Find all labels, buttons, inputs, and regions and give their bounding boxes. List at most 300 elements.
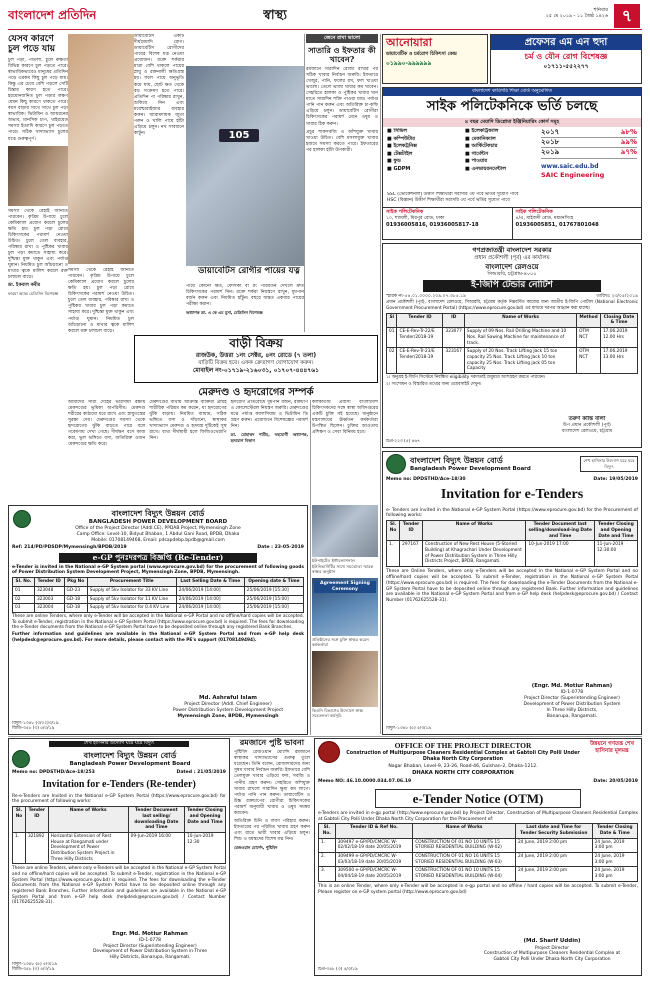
railway-note-2: ২। সংশোধন ও বিস্তারিত তথ্যের জন্য ওয়েবসাইট দেখুন।: [386, 381, 482, 387]
bpdb-rangamati-signature: [507, 683, 637, 720]
bpdb-intro: e-Tender is invited in the National e-GP System portal (www.eprocure.gov.bd) for the procurement of following goods of Power Distribution System Development Project, Mymensingh Zone, BPDB, Mymensingh.: [12, 564, 304, 576]
campus-2-name: সাইক পলিটেকনিক: [515, 209, 553, 215]
table-header-cell: Name of Works: [423, 521, 526, 541]
dncc-intro: e-Tenders are invited in e-gp portal (http://www.eprocure.gov.bd) by Project Director, Construction of Multipurpose Cleaners Residential Complex at Gabtoli City Polli Under Dhaka North City Corporation for the Procurement of:: [318, 810, 638, 822]
table-cell: Supply of 09 Nos. Rail Drilling Machine and 10 Nos. Rail Sawing Machine for maintenance of track.: [464, 328, 576, 348]
masthead: [8, 4, 642, 30]
table-row: [13, 595, 304, 604]
mou-caption-1: ইউনাইটেড ইন্টারন্যাশনাল ইউনিভার্সিটির সাথে সমঝোতা স্মারক স্বাক্ষর অনুষ্ঠান: [312, 558, 374, 575]
dncc-title: OFFICE OF THE PROJECT DIRECTOR: [394, 741, 532, 750]
table-row: [319, 838, 638, 852]
mou-photo-3: [312, 651, 378, 707]
bpdb-mymensingh-notice: [8, 505, 308, 735]
anowara-subtitle: ডায়াবেটিক ও চর্মরোগ চিকিৎসা কেন্দ্র: [386, 51, 457, 57]
mou-news-text: কলকাতায় প্রবাসী বাংলাদেশি চিকিৎসকদের সঙ্গে স্বাস্থ্য অধিদপ্তরের একটি চুক্তি সই হয়েছে। অনুষ্ঠানে মন্ত্রণালয়ের ঊর্ধ্বতন কর্মকর্তারা উপস্থিত ছিলেন। চুক্তির আওতায় প্রশিক্ষণ ও সেবা বিনিময় হবে।: [312, 400, 378, 436]
dncc-org: DHAKA NORTH CITY CORPORATION: [412, 769, 514, 776]
table-cell: 17.06.2019 13.00 Hrs: [600, 348, 637, 374]
table-cell: 321892: [25, 832, 48, 863]
bpdb2-intro: Re-e-Tenders are Invited in the National e-GP System Portal (https://www.eprocure.gov.bd) for the procurement of following works:: [12, 793, 226, 805]
spine-heart-body: [68, 400, 308, 502]
bpdb-office: Office of the Project Director (Addl.CE), PPDAB Project, Mymensingh Zone: [75, 525, 241, 531]
day-label: শনিবার: [593, 7, 608, 13]
railway-note-1: ১। অনুগ্রহ ই-জিপি সিস্টেমে নিবন্ধিত eligibility দরদাতাই শুধুমাত্র অংশগ্রহণ করতে পারবেন।: [386, 374, 546, 380]
table-cell: 309497 e-GP/PD/CMCRC W-02/02/18-19 date 20/05/2019: [335, 838, 413, 852]
dncc-signature: [467, 938, 637, 963]
dncc-signer: (Md. Sharif Uddin): [523, 938, 581, 945]
table-row: [387, 328, 638, 348]
anowara-ad: [382, 34, 488, 84]
result-row: [541, 148, 637, 158]
hair-continuation: সমস্যা থেকে রেহাই জানতে পারবেন। কৃত্রিম উপায়ে চুলে কেমিক্যাল প্রয়োগ করলে চুলের ক্ষতি হয়। চুল পড়া রোধে চিকিৎসকের পরামর্শ নেওয়া উচিত। চুলে তেল ব্যবহার, পরিষ্কার রাখা ও পুষ্টিকর খাবার চুল পড়া কমাতে সাহায্য করে। দুশ্চিন্তা মুক্ত থাকুন এবং পর্যাপ্ত ঘুমান। নিয়মিত চুল আঁচড়ানো ও মাথার ত্বকে মালিশ করলে রক্ত চলাচল বাড়ে।: [68, 268, 134, 334]
table-header-cell: Method: [577, 313, 601, 327]
table-header-cell: Tender ID: [34, 578, 64, 587]
result-row: [541, 128, 637, 138]
course-item: ■ আর্কিটেকচার: [465, 143, 498, 150]
bpdb-rangamati-title: Invitation for e-Tenders: [440, 487, 584, 503]
mou-photo-2: [312, 578, 378, 636]
bpdb-org-bn: বাংলাদেশ বিদ্যুৎ উন্নয়ন বোর্ড: [111, 508, 205, 518]
diabetes-body-2: পায়ে কোনো ক্ষত, ফোসকা বা রং পরিবর্তন দেখলে দ্রুত চিকিৎসকের পরামর্শ নিন। রক্তে শর্করা নিয়ন্ত্রণে রাখুন, ধূমপান বর্জন করুন এবং নিয়মিত হাঁটুন। বছরে অন্তত একবার পায়ের পরীক্ষা করান।: [186, 284, 304, 308]
dncc-memo-date: Date: 20/05/2019: [593, 779, 638, 785]
dncc-sub: Construction of Multipurpose Cleaners Residential Complex at Gabtoli City Polli Under Dhaka North City Corporation: [346, 750, 580, 763]
table-cell: 11-Jun-2019 12:30:00: [594, 541, 637, 567]
table-cell: 323167: [443, 348, 464, 374]
course-item: ■ GDPM: [387, 165, 411, 172]
table-header-cell: Pkg No: [64, 578, 87, 587]
bpdb-rangamati-slogan: শেখ হাসিনার উদ্যোগ ঘরে ঘরে বিদ্যুৎ: [580, 456, 638, 471]
table-cell: CONSTRUCTION OF 01 NO 10 UNITS 15 STORIED RESIDENTIAL BUILDING (W-02): [413, 838, 516, 852]
campus-2-phone: 01936005851, 01767801048: [515, 221, 599, 228]
bpdb-rangamati-signer: (Engr. Md. Motiur Rahman): [531, 683, 613, 690]
railway-signer-title: উপ প্রধান প্রকৌশলী (পূর্ব): [563, 422, 611, 428]
table-cell: CONSTRUCTION OF 01 NO 10 UNITS 15 STORIED RESIDENTIAL BUILDING (W-04): [413, 867, 516, 881]
bpdb2-org-en: Bangladesh Power Development Board: [69, 760, 191, 767]
table-row: [13, 832, 226, 863]
bpdb2-body: These are online Tenders, where only e-Tenders will be accepted in the National e-GP System Portal and no offline/hard copies will be accepted. To submit e-Tender, registration in the National e-GP System Portal (https://www.eprocure.gov.bd) is required. The fees for downloading the e-Tender Documents from the National e-GP System Portal have to be deposited online through any registered Bank Branches. Further information and guidelines are available in the National e-GP System Portal and from e-GP help desk (helpdesk@eprocure.gov.bd) / Contact Number (01762625528-31).: [12, 866, 226, 906]
bpdb-rangamati-signer-office: Development of Power Distribution System: [523, 702, 621, 708]
bpdb-rangamati-notice: [382, 451, 642, 735]
table-cell: CONSTRUCTION OF 01 NO 16 UNITS 15 STORIED RESIDENTIAL BUILDING (W-03): [413, 853, 516, 867]
hair-model-photo: [68, 34, 134, 264]
bpdb-ref-2: বিদ্যুৎ-১৩৪৮ (৩/০২)৩/১৯: [12, 720, 59, 726]
hair-article: [8, 34, 68, 448]
table-cell: 25/06/2019 [15:00]: [244, 604, 303, 613]
result-rate: ৯৭%: [620, 148, 637, 157]
table-header-cell: Name of Works: [413, 824, 516, 838]
course-item: ■ ইলেকট্রিক্যাল: [465, 128, 499, 134]
bpdb-signer-title: Project Director (Addl. Chief Engineer): [184, 701, 272, 707]
column-rule: [304, 34, 305, 332]
result-table: [541, 128, 637, 179]
bpdb-ref: Ref: 214/PD/PDSDP/Mymensingh/BPDB/2019: [12, 544, 127, 550]
course-item: ■ এনভায়রনমেন্টাল: [465, 165, 507, 172]
house-sale-line-1: রাজউক, উত্তরা ১নং সেক্টর, ৪নং রোডে (৭ তলা): [195, 351, 317, 359]
dncc-logo: [318, 741, 340, 763]
bpdb-tender-table: [12, 577, 304, 613]
campus-1-name: সাইক পলিটেকনিক: [386, 209, 424, 215]
table-header-cell: Procurement Title: [87, 578, 176, 587]
dncc-table: [318, 823, 638, 881]
course-item: ■ কম্পিউটার: [387, 135, 416, 142]
table-cell: 24 June, 2019 3:00 pm: [592, 838, 637, 852]
agreement-banner: Agreement Signing Ceremony: [314, 581, 376, 593]
anowara-title: আনোয়ারা: [386, 36, 432, 49]
table-header-cell: Sl. No.: [319, 824, 336, 838]
mou-caption-2: প্রতিষ্ঠানের সঙ্গে চুক্তি স্বাক্ষর করেন কর্মকর্তারা: [312, 636, 369, 648]
spine-heart-text-3: হৃদরোগ প্রতিরোধে ধূমপান বর্জন, রক্তচাপ ও কোলেস্টেরল নিয়ন্ত্রণ জরুরি। মেরুদণ্ডের যত্নে পর্যাপ্ত ক্যালসিয়াম ও ভিটামিন ডি গ্রহণ করুন। প্রয়োজনে বিশেষজ্ঞের পরামর্শ নিন।: [230, 400, 308, 430]
table-row: [13, 604, 304, 613]
dncc-body: This is an online Tender, where only e-Tender will be accepted in e-gp portal and no offline / hard copies will be accepted. To submit e-Tender, Please register on e-GP system portal (http://www.eprocure.gov.bd): [318, 883, 638, 895]
table-header-cell: Tender Closing and Opening Date and Time: [185, 807, 226, 833]
iftar-body: রমজানে সারাদিন রোজা রাখার পর সঠিক খাবার নির্বাচন জরুরি। ইফতারে খেজুর, পানি, ফলের রস, ফল খাওয়া ভালো। তেলে ভাজা খাবার কম খাবেন। সেহরিতে হালকা ও পুষ্টিকর খাবার খান যাতে সারাদিন শক্তি পাওয়া যায়। পর্যাপ্ত পানি পান করুন এবং অতিরিক্ত চা-কফি এড়িয়ে চলুন। ডায়াবেটিস রোগীরা চিকিৎসকের পরামর্শ মেনে ওষুধ ও খাবার ঠিক করুন।: [306, 66, 378, 127]
hair-photo: [8, 146, 68, 206]
dncc-ref: চিপ্র-৩৪৮ (৩) ৫/৩/১৯: [318, 967, 358, 973]
table-cell: 01: [387, 328, 397, 348]
table-cell: Construction of New Rest House (5-Storied Building) at Khagrachari Under Development of Power Distribution System in Three Hilly Districts Project, BPDB, Rangamati.: [423, 541, 526, 567]
mou-caption-3: কিডনি বিভাগের উদ্যোগে স্বাস্থ্য সচেতনতা কর্মসূচি: [312, 707, 364, 719]
spine-heart-author: ডা. মোহাম্মদ শামীম, সহযোগী অধ্যাপক, হৃদরোগ বিভাগ: [230, 432, 308, 443]
polytechnic-website[interactable]: www.saic.edu.bd: [541, 162, 599, 170]
bpdb2-signer-office: Development of Power Distribution System in Three: [92, 949, 207, 955]
polytechnic-ad: [382, 87, 642, 240]
polytechnic-notices: [387, 192, 637, 204]
table-cell: 02: [13, 595, 35, 604]
table-header-cell: Sl. No: [13, 807, 26, 833]
table-cell: 24 June, 2019 3:00 pm: [592, 853, 637, 867]
bpdb-ref-codes: [12, 721, 59, 732]
table-cell: 309499 e-GP/PD/CMCRC W-03/03/18-19 date 20/05/2019: [335, 853, 413, 867]
bpdb2-memo: Memo no: DPDSTHD/Ace-18/253: [12, 770, 95, 776]
bpdb-org-en: BANGLADESH POWER DEVELOPMENT BOARD: [88, 518, 228, 525]
diabetes-author: অধ্যাপক ডা. এ কে এম মূসা, মেডিসিন বিশেষজ্ঞ: [186, 310, 263, 316]
bpdb2-memo-date: Dated : 21/05/2019: [176, 770, 226, 776]
table-cell: 323003: [34, 595, 64, 604]
table-header-cell: Tender Document last selling/download-ing Date and Time: [526, 521, 595, 541]
diabetes-article: [134, 34, 304, 332]
ramadan-body-2: অতিরিক্ত চিনি ও লবণ পরিহার করুন। ইফতারের পর পরিমিত খাবার গ্রহণ করুন এবং রাতে ভারী খাবার এড়িয়ে চলুন। শিশু ও বয়স্কদের বিশেষ যত্ন নিন।: [234, 818, 310, 843]
polytechnic-strip: বাংলাদেশ কারিগরি শিক্ষা বোর্ড অনুমোদিত: [383, 88, 641, 96]
bpdb-logo: [13, 510, 31, 528]
table-header-cell: Tender ID: [400, 521, 423, 541]
table-row: [13, 586, 304, 595]
railway-signer: তরুণ কান্তি বালা: [568, 415, 606, 422]
dncc-signer-office-2: Gabtoli City Polli Under Dhaka North City Corporation: [493, 957, 611, 963]
bpdb-rangamati-signer-title: Project Director (Superintending Engineer): [524, 696, 620, 702]
bpdb2-table: [12, 806, 226, 864]
iftar-body-2: প্রচুর শাকসবজি ও আঁশযুক্ত খাবার খাওয়া উচিত। বেশি মসলাযুক্ত খাবার হজমে সমস্যা করতে পারে। ইফতারের পর হালকা হাঁটা উপকারী।: [306, 129, 378, 153]
table-cell: 24/06/2019 [14:00]: [176, 586, 244, 595]
table-cell: 1.: [387, 541, 400, 567]
bpdb2-ref-2: জিডি-৩৫৮ (৩) ৫/৩/১৯: [12, 967, 55, 973]
house-sale-title: বাড়ী বিক্রয়: [229, 336, 283, 350]
table-cell: 309500 e-GP/PD/CMCRC W-04/04/18-19 date 20/05/2019: [335, 867, 413, 881]
table-header-cell: Sl. No.: [13, 578, 35, 587]
polytechnic-brand: SAIC Engineering: [541, 170, 605, 179]
table-cell: 1.: [319, 838, 336, 852]
table-cell: 24 June, 2019 2:00 pm: [515, 853, 592, 867]
table-row: [319, 853, 638, 867]
result-row: [541, 138, 637, 148]
dncc-slogan: উন্নয়নে গণতন্ত্র শেখ হাসিনার মূলমন্ত্র: [590, 741, 634, 755]
bpdb2-ref: বিদ্যুৎ-১৩৪৮ (৫) ৫/৩/১৯: [12, 961, 58, 967]
prof-phone: ০১৭১১-৫৫২২৭৭: [543, 62, 589, 70]
table-cell: 323004: [34, 604, 64, 613]
mou-photos: [312, 505, 378, 735]
dncc-memo: Memo NO: 46.10.0000.034.07.06.19: [318, 779, 412, 785]
dncc-signer-title: Project Director: [534, 945, 570, 951]
table-cell: 323077: [443, 328, 464, 348]
course-item: ■ সিভিল: [387, 128, 408, 134]
iftar-headline: সাতারি ও ইফতার কী খাবেন?: [308, 44, 376, 64]
course-item: ■ ইলেকট্রনিক্স: [387, 143, 417, 150]
table-row: [387, 348, 638, 374]
campus-1-phone: 01936005816, 01936005817-18: [386, 221, 479, 228]
table-cell: 09-Jun-2019 16:00: [128, 832, 184, 863]
bpdb2-signer: Engr. Md. Motiur Rahman: [112, 930, 188, 937]
table-cell: GD-18: [64, 595, 87, 604]
result-year: ২০১৮: [541, 138, 560, 147]
bpdb-rangamati-org-en: Bangladesh Power Development Board: [410, 465, 531, 472]
diabetes-body: ডায়াবেটিস একটি দীর্ঘমেয়াদি রোগ। ডায়াবেটিস রোগীদের পায়ের বিশেষ যত্ন নেওয়া প্রয়োজন। রক্তে শর্করার মাত্রা বেশি থাকলে পায়ের স্নায়ু ও রক্তনালী ক্ষতিগ্রস্ত হয়। ফলে পায়ে অনুভূতি কমে যায়, ছোট ক্ষত থেকে বড় সংক্রমণ হতে পারে। প্রতিদিন পা পরিষ্কার রাখুন, শুকিয়ে নিন এবং ময়েশ্চারাইজার ব্যবহার করুন। আরামদায়ক জুতা পরুন ও খালি পায়ে হাঁটা এড়িয়ে চলুন। নখ সাবধানে কাটুন।: [134, 34, 184, 136]
column-rule: [310, 400, 311, 735]
table-header-cell: Closing Date & Time: [600, 313, 637, 327]
hair-headline: যেসব কারণে চুল পড়ে যায়: [8, 34, 56, 55]
bpdb-rangamati-intro: e- Tenders are invited in the National e-GP System Portal (https://www.eprocure.gov.bd) for the Procurement of following works:: [386, 507, 638, 519]
polytechnic-headline: সাইক পলিটেকনিকে ভর্তি চলছে: [426, 98, 598, 115]
brand-logo: বাংলাদেশ প্রতিদিন: [8, 8, 97, 22]
result-year: ২০১৯: [541, 148, 560, 157]
hair-body-2: সমস্যা থেকে রেহাই জানতে পারবেন। কৃত্রিম উপায়ে চুলে কেমিক্যাল প্রয়োগ করলে চুলের ক্ষতি হয়। চুল পড়া রোধে চিকিৎসকের পরামর্শ নেওয়া উচিত। চুলে তেল ব্যবহার, পরিষ্কার রাখা ও পুষ্টিকর খাবার চুল পড়া কমাতে সাহায্য করে। দুশ্চিন্তা মুক্ত থাকুন এবং পর্যাপ্ত ঘুমান। নিয়মিত চুল আঁচড়ানো ও মাথার ত্বকে মালিশ করলে রক্ত চলাচল বাড়ে।: [8, 208, 68, 281]
table-cell: 03: [13, 604, 35, 613]
bpdb-body-2: Further information and guidelines are available in the National e-GP System Portal and from e-GP help desk (helpdesk@eprocure.gov.bd). For more details, please contact with the PE's support (01708149494).: [12, 631, 304, 643]
bpdb-ref-date: Date : 23-05-2019: [257, 544, 304, 550]
table-header-cell: ID: [443, 313, 464, 327]
result-year: ২০১৭: [541, 128, 560, 136]
bpdb2-org-bn: বাংলাদেশ বিদ্যুৎ উন্নয়ন বোর্ড: [83, 750, 177, 761]
column-rule: [380, 34, 381, 734]
table-header-cell: Tender ID: [397, 313, 443, 327]
course-item: ■ ফুড: [387, 158, 401, 165]
bpdb-retender-notice: [8, 738, 230, 976]
dncc-addr: Nagar Bhaban, Level-9, 23-26, Road-46, Gulshan-2, Dhaka-1212.: [388, 763, 538, 769]
bpdb-rangamati-table: [386, 520, 638, 567]
spine-heart-headline: মেরুদণ্ড ও হৃদরোগের সম্পর্ক: [198, 387, 314, 398]
table-cell: 24/06/2019 [14:00]: [176, 595, 244, 604]
table-cell: CE-E-Rev-Tr-23/E Tender/2018-19: [397, 348, 443, 374]
campus-block: [383, 207, 641, 240]
table-cell: OTM NCT: [577, 328, 601, 348]
glucose-meter-photo: [186, 66, 304, 266]
table-cell: 24/06/2019 [14:00]: [176, 604, 244, 613]
railway-memo-date: তারিখঃ ২৩/০৫/২০১৯: [596, 293, 638, 299]
table-cell: Supply of 5kv Isolator for 0.4 KV Line: [87, 604, 176, 613]
table-header-cell: Last date and Time for Tender Security Submission: [515, 824, 592, 838]
hair-body: চুল পড়া, পাতলা, চুলে রুক্ষতা বিভিন্ন কারণে চুল পড়তে পারে। স্বাভাবিকভাবেও মানুষের প্রতিদিন পড়ে এরকম কিছু চুল পড়ে যায়। কিন্তু এর চেয়ে বেশি পড়লে সেটি চিন্তার কারণ হতে পারে। হরমোনজনিত চুল পড়ার লক্ষণ যেমন কিছু কারণে থাকতে পারে। বয়স বাড়ার সাথে সাথে চুল পড়া স্বাভাবিক। ভিটামিন ও আয়রনের অভাব, মানসিক চাপ, থাইরয়েড সমস্যা ইত্যাদি কারণে চুল পড়তে পারে। সঠিক খাদ্যাভ্যাস চুলের যত্নে গুরুত্বপূর্ণ।: [8, 57, 68, 142]
spine-heart-header: [134, 386, 378, 398]
bpdb-signer-office: Power Distribution System Development Project: [172, 707, 284, 713]
bpdb-rangamati-signer-office-3: Banarupa, Rangamati.: [546, 714, 598, 720]
bpdb-signature: [153, 695, 303, 720]
diabetes-headline: ডায়াবেটিস রোগীর পায়ের যত্ন: [194, 266, 304, 277]
table-cell: 17.06.2019 12.00 Hrs: [600, 328, 637, 348]
table-header-cell: Name of Works: [464, 313, 576, 327]
table-header-cell: Tender ID & Ref No.: [335, 824, 413, 838]
table-cell: Horizontal Extension of Rest House at Rangamati under Development of Power Distribution System Project in Three Hilly Districts: [48, 832, 128, 863]
ramadan-author: রেজওয়ান মোর্শেদ, পুষ্টিবিদ: [234, 845, 278, 851]
diabetes-col-2: [186, 284, 304, 318]
course-item: ■ গার্মেন্টস: [465, 150, 489, 157]
mou-photo-1: [312, 505, 378, 557]
table-row: [319, 867, 638, 881]
table-header-cell: Name of Works: [48, 807, 128, 833]
table-header-cell: Tender Closing Date & Time: [592, 824, 637, 838]
hair-author: ডা. ইকবাল কবীর: [8, 283, 41, 289]
bpdb-retender-title: e-GP পুনঃদরপত্র বিজ্ঞপ্তি (Re-Tender): [59, 553, 257, 563]
campus-2: [513, 208, 642, 240]
table-cell: 24 June, 2019 2:00 pm: [515, 838, 592, 852]
ramadan-body: পুষ্টিবিদ রেজওয়ান মোর্শেদ রমজানে স্বাস্থ্যকর খাদ্যাভ্যাসের গুরুত্ব তুলে ধরেছেন। তিনি বলেন, রোজাদারদের জন্য সুষম খাবার নির্বাচন জরুরি। ইফতারে বেশি তেলযুক্ত খাবার এড়িয়ে ফল, সবজি ও পানীয় গ্রহণ করুন। সেহরিতে আঁশযুক্ত খাবার রাখলে সারাদিন ক্ষুধা কম লাগে। পর্যাপ্ত পানি পান করুন। ডায়াবেটিস ও উচ্চ রক্তচাপের রোগীরা চিকিৎসকের পরামর্শ অনুযায়ী খাবার ও ওষুধ সমন্বয় করবেন।: [234, 750, 310, 816]
table-header-cell: Tender Closing and Opening Date and Time: [594, 521, 637, 541]
iftar-kicker: জেনে রাখা ভালো: [306, 34, 378, 43]
table-header-cell: Sl. No: [387, 521, 400, 541]
polytechnic-subline: ৪ বছর মেয়াদি ডিপ্লোমা ইঞ্জিনিয়ারিং কোর্স সমূহ: [383, 118, 641, 127]
bpdb-rangamati-org-bn: বাংলাদেশ বিদ্যুৎ উন্নয়ন বোর্ড: [410, 455, 503, 466]
bpdb2-signer-id: ID-1-0778: [139, 937, 161, 943]
prof-huda-ad: [490, 34, 642, 84]
table-cell: 1.: [13, 832, 26, 863]
hair-author-note: ফারমা অ্যান্ড মেডিসিন বিশেষজ্ঞ: [8, 291, 58, 297]
table-cell: 323048: [34, 586, 64, 595]
glucose-meter-reading: 105: [219, 129, 259, 142]
table-cell: Supply of 5kv Isolator for 11 KV Line: [87, 595, 176, 604]
page-number: ৭: [614, 4, 640, 28]
table-cell: GD-18: [64, 604, 87, 613]
railway-egp-notice: [382, 243, 642, 448]
table-cell: Supply of 20 Nos. Track Lifting Jack 15 ton capacity 25 Nos. Track Lifting Jack 10 ton capacity 25 Nos. Track Lifting jack 05 ton Capacity: [464, 348, 576, 374]
railway-title: ই-জিপি টেন্ডার নোটিশ: [423, 280, 601, 292]
bpdb2-signer-title: Project Director (Superintending Engineer): [103, 943, 197, 949]
bpdb-camp-office: Camp Office: Level-10, Bidyut Bhaban, 1 Abdul Gani Road, BPDB, Dhaka: [76, 531, 240, 537]
table-row: [387, 541, 638, 567]
dncc-signer-office: Construction of Multipurpose Cleaners Residential Complex at: [483, 951, 621, 957]
railway-ref: চিপ্র-২২৩ (৫) ৪৬৭: [386, 439, 420, 445]
bpdb-rangamati-ref: বিদ্যুৎ-১৩৪৮ (৫) ৫/৩/১৯: [386, 726, 432, 732]
bpdb2-ref-codes: [12, 962, 57, 973]
table-cell: CE-E-Rev-Tr-22/E Tender/2018-19: [397, 328, 443, 348]
ramadan-headline: রমজানে পুষ্টি ভাবনা: [239, 738, 305, 747]
bpdb-rangamati-signer-id: ID-1-0778: [560, 690, 584, 696]
mou-news: [312, 400, 378, 502]
table-cell: 01: [13, 586, 35, 595]
notice-hsc: HSC (বিজ্ঞান) উত্তীর্ণ শিক্ষার্থীরা সরাসরি ৩য় পর্বে ভর্তির সুযোগ পাবে: [387, 197, 510, 203]
bpdb-ref-3: জিডি-৩৫৮ (৩) ৫/৩/১৯: [12, 726, 55, 732]
bpdb2-title: Invitation for e-Tenders (Re-tender): [42, 779, 196, 791]
bpdb-rangamati-body: These are Online Tenders, where only e-Tenders will be accepted in the National e-GP System Portal and no offline/hard copies will be accepted. To submit e-Tender, registration in the National e-GP System Portal (https://www.eprocure.gov.bd) is required. The fees for downloading the e-Tender Documents from the National e-GP System Portal have to be deposited online through any registered Bank. Further information and guidelines are available in the National e-GP System Portal and from e-GP help desk (helpdesk@eprocure.gov.bd) / Contact Number (01762625528-31).: [386, 569, 638, 604]
bpdb-body: These are online Tenders, where only e-Tender will be accepted in the National e-GP Portal and no offline/hard copies will be accepted. To submit e-Tender, registration in the National e-GP System Portal (https://www.eprocure.gov.bd) is required. The fees for downloading the e-Tender documents from the National e-GP System Portal have to be deposited online through any registered Bank Branches.: [12, 613, 304, 631]
notice-ssc: SSC (ভোকেশনাল) উত্তীর্ণ শিক্ষার্থীরা সরাসরি ৩য় পর্বে ভর্তির সুযোগ পাবে: [387, 192, 519, 197]
table-header-cell: Last Selling Date & Time: [176, 578, 244, 587]
table-cell: 2.: [319, 853, 336, 867]
course-item: ■ টেক্সটাইল: [387, 150, 413, 157]
bpdb-signer: Md. Ashraful Islam: [198, 694, 258, 701]
railway-signature: [537, 416, 637, 435]
bpdb2-logo: [12, 750, 30, 768]
bpdb-email: Mobile: 01708149468, Email: pdcapdebp.bpdb@gmail.com: [91, 537, 225, 543]
table-header-cell: Sl: [387, 313, 397, 327]
dncc-notice-title: e-Tender Notice (OTM): [375, 789, 581, 808]
table-header-cell: Opening date & Time: [244, 578, 303, 587]
table-cell: OTM NCT: [577, 348, 601, 374]
house-sale-phone: মোবাইল নং-০১৭১৯-২১৬০৩১, ০১৭০৭-৪৪৪৭৬১: [192, 366, 319, 374]
table-cell: 24 June, 2019 3:00 pm: [592, 867, 637, 881]
prof-title: প্রফেসর এম এন হুদা: [491, 35, 641, 50]
table-cell: 02: [387, 348, 397, 374]
campus-1-addr: ১০, শ্যামলী, মিরপুর রোড, ঢাকা: [386, 215, 445, 221]
spine-heart-text-1: আমাদের সারা দেহের ভারসাম্য রক্ষায় মেরুদণ্ডের ভূমিকা অপরিসীম। মেরুদণ্ড শরীরের কাঠামো ধরে রাখে এবং স্নায়ুতন্ত্রের সুরক্ষা দেয়। মেরুদণ্ডের সমস্যা থেকে হৃদরোগের ঝুঁকি বাড়তে পারে বলে গবেষণায় দেখা গেছে। দীর্ঘক্ষণ বসে কাজ করা, ভুল ভঙ্গিতে বসা, অতিরিক্ত ওজন মেরুদণ্ডের ক্ষতি করে।: [68, 400, 146, 448]
table-cell: 3.: [319, 867, 336, 881]
course-item: ■ মেকানিক্যাল: [465, 135, 496, 142]
table-cell: 10-Jun-2019 12:30: [185, 832, 226, 863]
course-item: ■ পাওয়ার: [465, 158, 488, 165]
bpdb-signer-office-2: Mymensingh Zone, BPDB, Mymensingh: [177, 713, 279, 719]
bpdb-rangamati-logo: [386, 454, 406, 474]
course-list: [387, 128, 537, 190]
campus-1: [383, 208, 513, 240]
prof-subtitle: চর্ম ও যৌন রোগ বিশেষজ্ঞ: [524, 51, 608, 62]
bpdb-rangamati-signer-office-2: In Three Hilly Districts,: [546, 708, 598, 714]
railway-dept: বাংলাদেশ রেলওয়ে: [485, 261, 539, 271]
bpdb-rangamati-memo: Memo no: DPDSTHD/Ace-18/30: [386, 477, 466, 482]
table-cell: GD-23: [64, 586, 87, 595]
anowara-phone: ০১৯৯০-৯৯৯৯৯৯: [386, 59, 432, 67]
bpdb2-signer-office-2: Hilly Districts, Banarupa, Rangamati.: [109, 955, 191, 961]
railway-intro: প্রধান প্রকৌশলী (পূর্ব), বাংলাদেশ রেলওয়ে, সিআরবি, চট্টগ্রাম কর্তৃক নিম্নবর্ণিত কাজের জন্য জাতীয় ই-জিপি পোর্টাল (National Electronic Government Procurement Portal) (https://www.eprocure.gov.bd) এর মাধ্যমে দরপত্র আহ্বান করা যাচ্ছে।: [386, 300, 638, 312]
house-sale-line-2: বাড়িটি বিক্রয় হবে। একক ক্রেতাগণ যোগাযোগ করুন।: [198, 359, 314, 366]
iftar-article: [306, 34, 378, 332]
ramadan-column: [234, 738, 310, 976]
result-rate: ৯৯%: [620, 138, 637, 147]
bpdb2-signature: [75, 931, 225, 961]
bpdb-rangamati-memo-date: Date: 19/05/2019: [593, 477, 638, 482]
railway-memo: স্মারক নং-৫৪.০১.০০০০.২০৯.০৭.৩৮৫.১৯: [386, 293, 466, 299]
table-cell: Supply of 5kv Isolator for 33 KV Line: [87, 586, 176, 595]
railway-signer-office: বাংলাদেশ রেলওয়ে, চট্টগ্রাম: [561, 428, 613, 434]
railway-city: সিআরবি, চট্টগ্রাম-৪০০০: [487, 271, 537, 278]
railway-office: প্রধান প্রকৌশলী (পূর্ব) এর কার্যালয়: [474, 254, 550, 261]
table-cell: 297167: [400, 541, 423, 567]
date-label: ২৫ মে ২০১৯ - ১১ জৈষ্ঠ ১৪২৬: [545, 13, 608, 19]
table-header-cell: Tender ID: [25, 807, 48, 833]
spine-heart-col-1: [8, 400, 68, 450]
dncc-notice: [314, 738, 642, 976]
bpdb2-slogan: শেখ হাসিনার উদ্যোগ ঘরে ঘরে বিদ্যুৎ: [49, 741, 189, 747]
railway-gov: গণপ্রজাতন্ত্রী বাংলাদেশ সরকার: [472, 246, 552, 254]
result-rate: ৯৮%: [620, 128, 637, 136]
railway-tender-table: [386, 313, 638, 374]
row-rule: [8, 736, 642, 737]
table-cell: 24 June, 2019 2:00 pm: [515, 867, 592, 881]
campus-2-addr: ৪/এ, মাইজদী রোড, ময়মনসিংহ: [515, 215, 574, 221]
table-cell: 10-Jun-2019 17:00: [526, 541, 595, 567]
table-cell: 25/06/2019 [15:30]: [244, 586, 303, 595]
house-sale-ad: [134, 335, 378, 383]
date-block: [508, 7, 608, 20]
diabetes-col-1: [134, 34, 184, 332]
table-cell: 25/06/2019 [15:00]: [244, 595, 303, 604]
section-title: স্বাস্থ্য: [263, 8, 288, 23]
table-header-cell: Tender Document last selling/ downloading Date and Time: [128, 807, 184, 833]
spine-heart-text-2: মেরুদণ্ডের ব্যথায় আক্রান্ত ব্যক্তিরা প্রায়ই শারীরিক পরিশ্রম কম করেন, যা হৃদরোগের ঝুঁকি বাড়ায়। নিয়মিত ব্যায়াম, সঠিক ভঙ্গিতে বসা ও দাঁড়ানো, স্বাস্থ্যকর খাদ্যাভ্যাস মেরুদণ্ড ও হৃদযন্ত্র দুটিকেই সুস্থ রাখে। ব্যথা দীর্ঘস্থায়ী হলে ফিজিওথেরাপি নিন।: [149, 400, 227, 442]
